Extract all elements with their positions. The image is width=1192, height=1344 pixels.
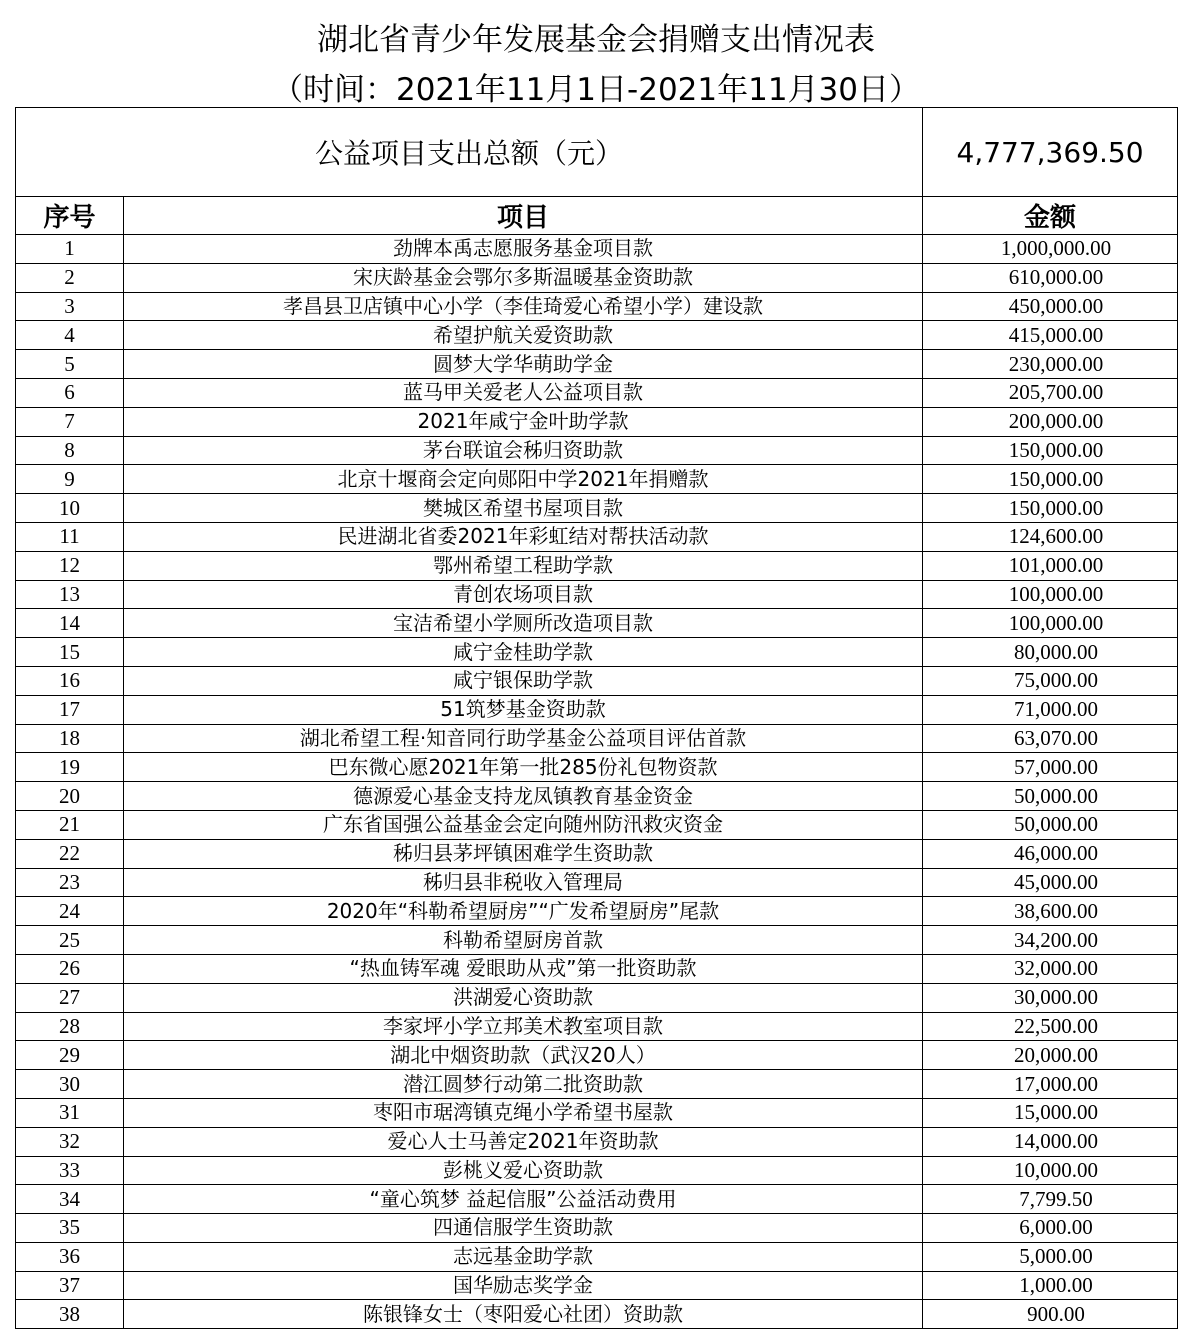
- row-project: 孝昌县卫店镇中心小学（李佳琦爱心希望小学）建设款: [124, 292, 923, 321]
- row-project: 李家坪小学立邦美术教室项目款: [124, 1012, 923, 1041]
- row-seq: 33: [16, 1156, 124, 1185]
- row-project: 北京十堰商会定向郧阳中学2021年捐赠款: [124, 465, 923, 494]
- row-seq: 8: [16, 436, 124, 465]
- row-seq: 24: [16, 897, 124, 926]
- row-project: 51筑梦基金资助款: [124, 695, 923, 724]
- row-seq: 18: [16, 724, 124, 753]
- row-amount: 150,000.00: [923, 494, 1178, 523]
- table-row: [16, 897, 1178, 926]
- row-project: 咸宁金桂助学款: [124, 638, 923, 667]
- row-amount: 75,000.00: [923, 666, 1178, 695]
- table-row: [16, 1127, 1178, 1156]
- row-amount: 10,000.00: [923, 1156, 1178, 1185]
- row-project: 秭归县茅坪镇困难学生资助款: [124, 839, 923, 868]
- row-amount: 34,200.00: [923, 926, 1178, 955]
- row-amount: 1,000.00: [923, 1271, 1178, 1300]
- table-row: [16, 1271, 1178, 1300]
- row-amount: 205,700.00: [923, 378, 1178, 407]
- table-row: [16, 868, 1178, 897]
- row-amount: 15,000.00: [923, 1098, 1178, 1127]
- table-row: [16, 235, 1178, 264]
- row-project: 陈银锋女士（枣阳爱心社团）资助款: [124, 1300, 923, 1329]
- table-row: [16, 983, 1178, 1012]
- row-seq: 38: [16, 1300, 124, 1329]
- row-project: 志远基金助学款: [124, 1242, 923, 1271]
- row-amount: 32,000.00: [923, 954, 1178, 983]
- total-label: 公益项目支出总额（元）: [16, 108, 923, 197]
- table-row: [16, 1041, 1178, 1070]
- row-amount: 38,600.00: [923, 897, 1178, 926]
- page-title: 湖北省青少年发展基金会捐赠支出情况表: [317, 22, 875, 58]
- total-value: 4,777,369.50: [923, 108, 1178, 197]
- row-project: 希望护航关爱资助款: [124, 321, 923, 350]
- row-amount: 5,000.00: [923, 1242, 1178, 1271]
- table-row: [16, 1300, 1178, 1329]
- row-seq: 27: [16, 983, 124, 1012]
- date-range-subtitle: （时间：2021年11月1日-2021年11月30日）: [271, 72, 921, 108]
- row-project: 枣阳市琚湾镇克绳小学希望书屋款: [124, 1098, 923, 1127]
- table-row: [16, 609, 1178, 638]
- row-project: 国华励志奖学金: [124, 1271, 923, 1300]
- row-seq: 4: [16, 321, 124, 350]
- table-row: [16, 350, 1178, 379]
- table-row: [16, 1242, 1178, 1271]
- row-seq: 20: [16, 782, 124, 811]
- row-seq: 12: [16, 551, 124, 580]
- table-row: [16, 839, 1178, 868]
- table-row: [16, 926, 1178, 955]
- row-amount: 100,000.00: [923, 609, 1178, 638]
- row-project: 鄂州希望工程助学款: [124, 551, 923, 580]
- row-project: 圆梦大学华萌助学金: [124, 350, 923, 379]
- row-project: 潜江圆梦行动第二批资助款: [124, 1070, 923, 1099]
- row-project: 宋庆龄基金会鄂尔多斯温暖基金资助款: [124, 263, 923, 292]
- row-seq: 13: [16, 580, 124, 609]
- row-seq: 31: [16, 1098, 124, 1127]
- row-project: 德源爱心基金支持龙凤镇教育基金资金: [124, 782, 923, 811]
- row-project: 巴东微心愿2021年第一批285份礼包物资款: [124, 753, 923, 782]
- table-row: [16, 1070, 1178, 1099]
- row-project: 樊城区希望书屋项目款: [124, 494, 923, 523]
- row-amount: 450,000.00: [923, 292, 1178, 321]
- header-project: 项目: [124, 197, 923, 235]
- header-seq: 序号: [16, 197, 124, 235]
- row-project: 广东省国强公益基金会定向随州防汛救灾资金: [124, 810, 923, 839]
- row-seq: 9: [16, 465, 124, 494]
- row-amount: 230,000.00: [923, 350, 1178, 379]
- table-row: [16, 465, 1178, 494]
- row-seq: 25: [16, 926, 124, 955]
- row-seq: 3: [16, 292, 124, 321]
- table-row: [16, 494, 1178, 523]
- row-amount: 124,600.00: [923, 522, 1178, 551]
- row-amount: 45,000.00: [923, 868, 1178, 897]
- row-project: 秭归县非税收入管理局: [124, 868, 923, 897]
- header-amount: 金额: [923, 197, 1178, 235]
- row-project: 科勒希望厨房首款: [124, 926, 923, 955]
- table-row: [16, 580, 1178, 609]
- row-seq: 15: [16, 638, 124, 667]
- row-project: 民进湖北省委2021年彩虹结对帮扶活动款: [124, 522, 923, 551]
- table-row: [16, 263, 1178, 292]
- row-amount: 63,070.00: [923, 724, 1178, 753]
- row-seq: 35: [16, 1214, 124, 1243]
- row-project: 爱心人士马善定2021年资助款: [124, 1127, 923, 1156]
- row-amount: 7,799.50: [923, 1185, 1178, 1214]
- row-seq: 34: [16, 1185, 124, 1214]
- table-row: [16, 436, 1178, 465]
- table-row: [16, 954, 1178, 983]
- row-seq: 14: [16, 609, 124, 638]
- row-project: 青创农场项目款: [124, 580, 923, 609]
- row-amount: 20,000.00: [923, 1041, 1178, 1070]
- row-project: 湖北希望工程·知音同行助学基金公益项目评估首款: [124, 724, 923, 753]
- row-amount: 900.00: [923, 1300, 1178, 1329]
- row-project: 茅台联谊会秭归资助款: [124, 436, 923, 465]
- row-amount: 80,000.00: [923, 638, 1178, 667]
- row-amount: 6,000.00: [923, 1214, 1178, 1243]
- table-row: [16, 321, 1178, 350]
- row-seq: 7: [16, 407, 124, 436]
- row-seq: 16: [16, 666, 124, 695]
- row-project: 蓝马甲关爱老人公益项目款: [124, 378, 923, 407]
- total-row: [16, 108, 1178, 197]
- row-amount: 610,000.00: [923, 263, 1178, 292]
- header-row: [16, 197, 1178, 235]
- row-seq: 28: [16, 1012, 124, 1041]
- row-seq: 19: [16, 753, 124, 782]
- donation-expenditure-table: [15, 107, 1178, 1329]
- row-project: “热血铸军魂 爱眼助从戎”第一批资助款: [124, 954, 923, 983]
- row-seq: 1: [16, 235, 124, 264]
- row-seq: 37: [16, 1271, 124, 1300]
- row-seq: 30: [16, 1070, 124, 1099]
- row-amount: 100,000.00: [923, 580, 1178, 609]
- table-row: [16, 638, 1178, 667]
- table-row: [16, 1156, 1178, 1185]
- row-seq: 5: [16, 350, 124, 379]
- table-row: [16, 1012, 1178, 1041]
- table-row: [16, 1098, 1178, 1127]
- table-row: [16, 551, 1178, 580]
- row-seq: 21: [16, 810, 124, 839]
- row-project: 彭桃义爱心资助款: [124, 1156, 923, 1185]
- row-project: 四通信服学生资助款: [124, 1214, 923, 1243]
- row-amount: 1,000,000.00: [923, 235, 1178, 264]
- table-row: [16, 753, 1178, 782]
- table-row: [16, 1214, 1178, 1243]
- table-row: [16, 810, 1178, 839]
- row-project: 宝洁希望小学厕所改造项目款: [124, 609, 923, 638]
- row-seq: 10: [16, 494, 124, 523]
- row-seq: 22: [16, 839, 124, 868]
- row-amount: 50,000.00: [923, 810, 1178, 839]
- row-seq: 32: [16, 1127, 124, 1156]
- row-amount: 22,500.00: [923, 1012, 1178, 1041]
- row-project: 洪湖爱心资助款: [124, 983, 923, 1012]
- row-amount: 71,000.00: [923, 695, 1178, 724]
- row-amount: 46,000.00: [923, 839, 1178, 868]
- row-seq: 2: [16, 263, 124, 292]
- row-amount: 50,000.00: [923, 782, 1178, 811]
- row-project: 咸宁银保助学款: [124, 666, 923, 695]
- row-project: 劲牌本禹志愿服务基金项目款: [124, 235, 923, 264]
- row-amount: 57,000.00: [923, 753, 1178, 782]
- table-row: [16, 292, 1178, 321]
- table-row: [16, 666, 1178, 695]
- row-seq: 26: [16, 954, 124, 983]
- row-amount: 30,000.00: [923, 983, 1178, 1012]
- row-seq: 11: [16, 522, 124, 551]
- row-seq: 36: [16, 1242, 124, 1271]
- table-row: [16, 522, 1178, 551]
- row-project: 2021年咸宁金叶助学款: [124, 407, 923, 436]
- row-amount: 101,000.00: [923, 551, 1178, 580]
- row-amount: 17,000.00: [923, 1070, 1178, 1099]
- table-row: [16, 695, 1178, 724]
- row-seq: 17: [16, 695, 124, 724]
- table-row: [16, 407, 1178, 436]
- row-project: 2020年“科勒希望厨房”“广发希望厨房”尾款: [124, 897, 923, 926]
- table-row: [16, 782, 1178, 811]
- row-seq: 23: [16, 868, 124, 897]
- table-row: [16, 724, 1178, 753]
- row-project: “童心筑梦 益起信服”公益活动费用: [124, 1185, 923, 1214]
- row-amount: 200,000.00: [923, 407, 1178, 436]
- row-seq: 29: [16, 1041, 124, 1070]
- row-seq: 6: [16, 378, 124, 407]
- row-amount: 150,000.00: [923, 436, 1178, 465]
- row-amount: 415,000.00: [923, 321, 1178, 350]
- row-amount: 150,000.00: [923, 465, 1178, 494]
- table-row: [16, 1185, 1178, 1214]
- row-project: 湖北中烟资助款（武汉20人）: [124, 1041, 923, 1070]
- table-row: [16, 378, 1178, 407]
- row-amount: 14,000.00: [923, 1127, 1178, 1156]
